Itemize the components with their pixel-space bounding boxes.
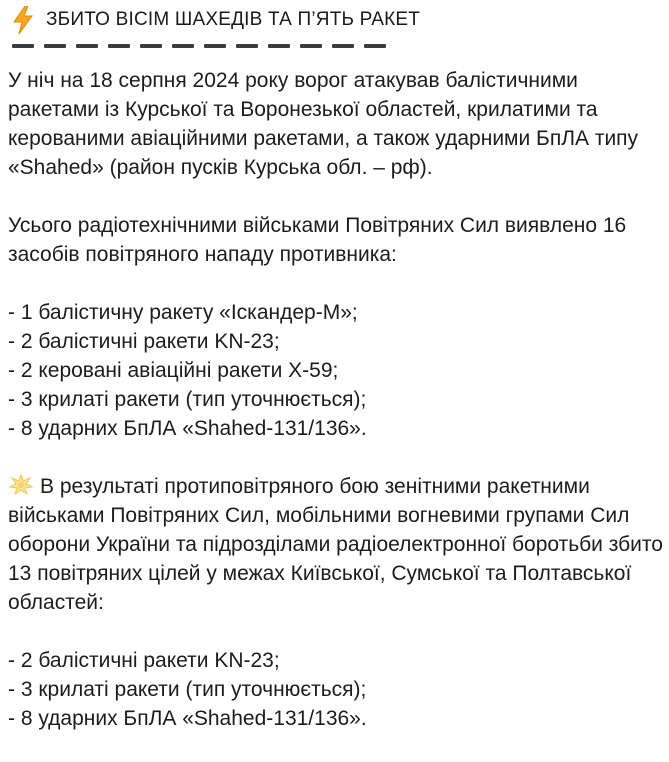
list-item: - 2 балістичні ракети KN-23;	[8, 649, 280, 672]
post-body	[8, 66, 664, 733]
result-paragraph	[8, 472, 664, 617]
list-item: - 1 балістичну ракету «Іскандер-М»;	[8, 301, 358, 324]
divider-dash	[204, 44, 226, 48]
downed-list	[8, 646, 664, 733]
detected-paragraph: Усього радіотехнічними військами Повітряних Сил виявлено 16 засобів повітряного нападу противника:	[8, 214, 627, 266]
list-item: - 3 крилаті ракети (тип уточнюється);	[8, 678, 367, 701]
divider-dash	[236, 44, 258, 48]
post-content	[8, 0, 664, 762]
list-item: - 2 балістичні ракети KN-23;	[8, 330, 280, 353]
headline-title: ЗБИТО ВІСІМ ШАХЕДІВ ТА П’ЯТЬ РАКЕТ	[46, 9, 421, 30]
list-item: - 3 крилаті ракети (тип уточнюється);	[8, 388, 367, 411]
title-divider	[8, 42, 664, 50]
divider-dash	[172, 44, 194, 48]
divider-dash	[268, 44, 290, 48]
list-item: - 2 керовані авіаційні ракети Х-59;	[8, 359, 339, 382]
divider-dash	[332, 44, 354, 48]
result-text: В результаті протиповітряного бою зенітними ракетними військами Повітряних Сил, мобільними вогневими групами Сил оборони України та підрозділами радіоелектронної боротьби збито 13 повітряних цілей у межах Київської, Сумської та Полтавської областей:	[8, 475, 663, 614]
list-item: - 8 ударних БпЛА «Shahed-131/136».	[8, 417, 367, 440]
divider-dash	[76, 44, 98, 48]
detected-list	[8, 298, 664, 443]
divider-dash	[12, 44, 34, 48]
intro-paragraph: У ніч на 18 серпня 2024 року ворог атакував балістичними ракетами із Курської та Воронезької областей, крилатими та керованими авіаційними ракетами, а також ударними БпЛА типу «Shahed» (район пусків Курська обл. – рф).	[8, 69, 639, 179]
divider-dash	[108, 44, 130, 48]
divider-dash	[140, 44, 162, 48]
explosion-icon	[8, 474, 34, 496]
divider-dash	[364, 44, 386, 48]
lightning-icon	[12, 6, 34, 34]
divider-dash	[300, 44, 322, 48]
post-headline	[8, 0, 664, 40]
divider-dash	[44, 44, 66, 48]
list-item: - 8 ударних БпЛА «Shahed-131/136».	[8, 707, 367, 730]
